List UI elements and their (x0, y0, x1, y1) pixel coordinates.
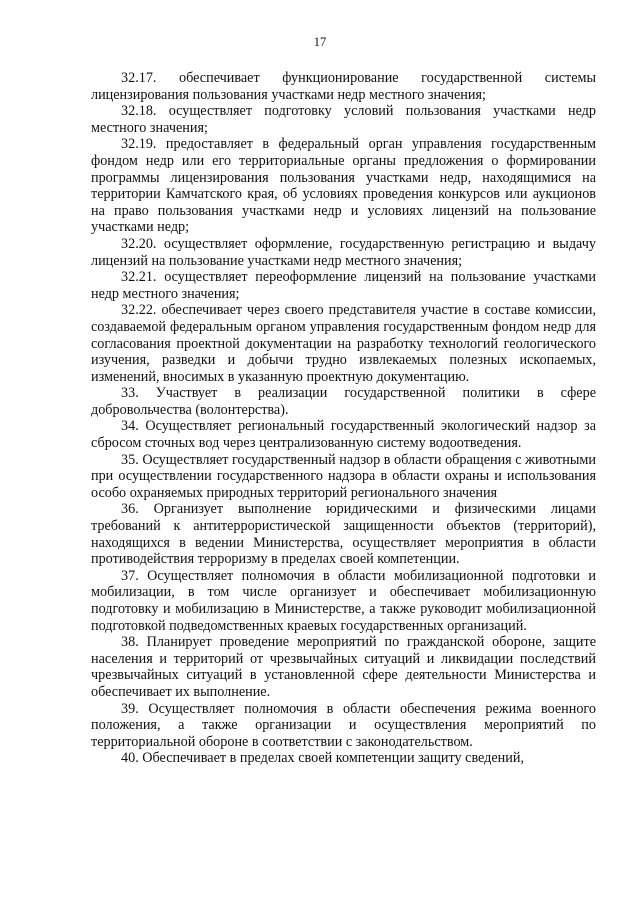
paragraph-32-21: 32.21. осуществляет переоформление лицензий на пользование участками недр местного значения; (91, 269, 596, 302)
paragraph-32-17: 32.17. обеспечивает функционирование государственной системы лицензирования пользования участками недр местного значения; (91, 70, 596, 103)
paragraph-33: 33. Участвует в реализации государственной политики в сфере добровольчества (волонтерства). (91, 385, 596, 418)
paragraph-32-19: 32.19. предоставляет в федеральный орган управления государственным фондом недр или его территориальные органы предложения о формировании программы лицензирования пользования участками недр, находящимися на территории Камчатского края, об условиях проведения конкурсов или аукционов на право пользования участками недр и условиях лицензий на пользование участками недр; (91, 136, 596, 236)
document-body (91, 70, 596, 767)
paragraph-35: 35. Осуществляет государственный надзор в области обращения с животными при осуществлении государственного надзора в области охраны и использования особо охраняемых природных территорий регионального значения (91, 451, 596, 501)
paragraph-34: 34. Осуществляет региональный государственный экологический надзор за сбросом сточных вод через централизованную систему водоотведения. (91, 418, 596, 452)
paragraph-37: 37. Осуществляет полномочия в области мобилизационной подготовки и мобилизации, в том числе организует и обеспечивает мобилизационную подготовку и мобилизацию в Министерстве, а также руководит мобилизационной подготовкой подведомственных краевых государственных организаций. (91, 567, 596, 634)
paragraph-40: 40. Обеспечивает в пределах своей компетенции защиту сведений, (121, 750, 525, 767)
paragraph-32-22: 32.22. обеспечивает через своего представителя участие в составе комиссии, создаваемой федеральным органом управления государственным фондом недр для согласования проектной документации на разработку технологий геологического изучения, разведки и добычи трудно извлекаемых полезных ископаемых, изменений, вносимых в указанную проектную документацию. (91, 302, 596, 385)
paragraph-32-20: 32.20. осуществляет оформление, государственную регистрацию и выдачу лицензий на пользование участками недр местного значения; (91, 235, 596, 269)
paragraph-32-18: 32.18. осуществляет подготовку условий пользования участками недр местного значения; (91, 103, 596, 136)
paragraph-39: 39. Осуществляет полномочия в области обеспечения режима военного положения, а также организации и осуществления мероприятий по территориальной обороне в соответствии с законодательством. (91, 700, 596, 750)
paragraph-36: 36. Организует выполнение юридическими и физическими лицами требований к антитеррористической защищенности объектов (территорий), находящихся в ведении Министерства, осуществляет мероприятия в области противодействия терроризму в пределах своей компетенции. (91, 501, 596, 568)
paragraph-38: 38. Планирует проведение мероприятий по гражданской обороне, защите населения и территорий от чрезвычайных ситуаций и ликвидации последствий чрезвычайных ситуаций в установленной сфере деятельности Министерства и обеспечивает их выполнение. (91, 634, 596, 700)
page-number: 17 (313, 35, 327, 49)
